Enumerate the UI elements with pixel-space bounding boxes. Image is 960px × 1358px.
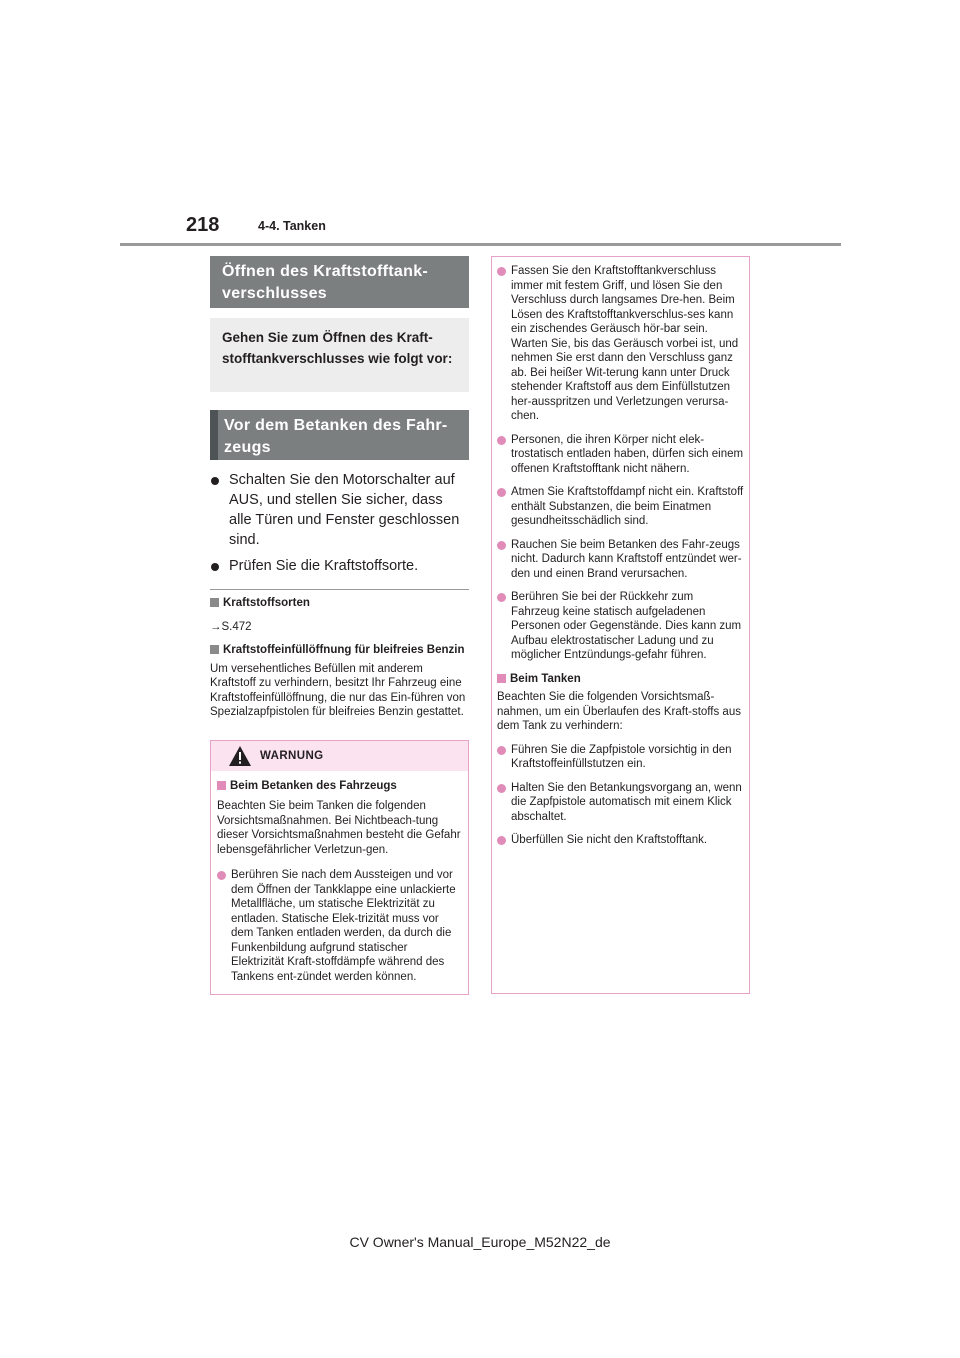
subheading-text: Kraftstoffsorten	[223, 597, 310, 609]
bullet-dot-icon	[497, 267, 506, 276]
section-title: 4-4. Tanken	[258, 219, 326, 233]
page-number: 218	[186, 214, 220, 236]
warning-body	[211, 771, 468, 995]
list-item	[497, 590, 744, 663]
bullet-dot-icon	[211, 563, 219, 571]
list-item-text: Personen, die ihren Körper nicht elek-trostatisch entladen haben, dürfen sich einem offenen Kraftstofftank nicht nähern.	[511, 433, 744, 475]
divider	[210, 589, 469, 590]
list-item	[497, 538, 744, 582]
subheading-fuel-inlet	[210, 643, 469, 658]
list-item-text: Fassen Sie den Kraftstofftankverschluss immer mit festem Griff, und lösen Sie den Verschluss durch langsames Dre-hen. Beim Lösen des Kraftstofftankverschlus-ses kann ein zischendes Geräusch hör-bar sein. Warten Sie, bis das Geräusch vorbei ist, und nehmen Sie erst dann den Verschluss ganz ab. Bei heißer Wit-terung kann unter Druck stehender Kraftstoff aus dem Einfüllstutzen her-ausspritzen und Verletzungen verursa-chen.	[511, 265, 739, 422]
subheading-fuel-types	[210, 596, 469, 611]
warning-box	[210, 740, 469, 996]
list-item	[497, 485, 744, 529]
list-item-text: Halten Sie den Betankungsvorgang an, wenn die Zapfpistole automatisch mit einem Klick abschaltet.	[511, 781, 742, 823]
bullet-list	[210, 470, 469, 576]
list-item-text: Berühren Sie nach dem Aussteigen und vor dem Öffnen der Tankklappe eine unlackierte Metallfläche, um statische Elektrizität zu entladen. Statische Elek-trizität muss vor dem Tanken entladen werden, da durch die Funkenbildung aufgrund statischer Elektrizität Kraft-stoffdämpfe während des Tankens ent-zündet werden können.	[231, 869, 456, 983]
paragraph: Beachten Sie beim Tanken die folgenden Vorsichtsmaßnahmen. Bei Nichtbeach-tung dieser Vorsichtsmaßnahmen besteht die Gefahr lebensgefährlicher Verletzun-gen.	[217, 800, 461, 856]
right-column	[491, 256, 750, 994]
subheading-text: Beim Tanken	[510, 672, 581, 685]
paragraph: Beachten Sie die folgenden Vorsichtsmaß-nahmen, um ein Überlaufen des Kraft-stoffs aus dem Tank zu verhindern:	[497, 691, 741, 732]
square-bullet-icon	[497, 674, 506, 683]
list-item	[217, 868, 462, 984]
bullet-dot-icon	[497, 784, 506, 793]
warning-triangle-icon	[228, 745, 252, 767]
bullet-dot-icon	[497, 593, 506, 602]
warning-subheading	[217, 779, 462, 794]
bullet-dot-icon	[217, 871, 226, 880]
square-bullet-icon	[210, 598, 219, 607]
subheading-text: Beim Betanken des Fahrzeugs	[230, 779, 397, 792]
list-item	[497, 781, 744, 825]
list-item	[497, 433, 744, 477]
paragraph: Um versehentliches Befüllen mit anderem Kraftstoff zu verhindern, besitzt Ihr Fahrzeug eine Kraftstoffeinfüllöffnung, die nur das Ein-führen von Spezialzapfpistolen für bleifreies Benzin gestattet.	[210, 662, 466, 718]
section-heading-opening: Öffnen des Kraftstofftank-verschlusses	[210, 256, 469, 308]
bullet-dot-icon	[497, 746, 506, 755]
warning-header	[211, 741, 468, 771]
square-bullet-icon	[210, 645, 219, 654]
list-item-text: Schalten Sie den Motorschalter auf AUS, und stellen Sie sicher, dass alle Türen und Fenster geschlossen sind.	[229, 472, 460, 548]
warning-continuation-box	[491, 256, 750, 994]
list-item-text: Berühren Sie bei der Rückkehr zum Fahrzeug keine statisch aufgeladenen Personen oder Gegenstände. Dies kann zum Aufbau elektrostatischer Ladung und zu möglicher Entzündungs-gefahr führen.	[511, 591, 742, 661]
list-item-text: Überfüllen Sie nicht den Kraftstofftank.	[511, 834, 708, 846]
page-footer: CV Owner's Manual_Europe_M52N22_de	[349, 1234, 611, 1250]
subheading-refueling	[497, 672, 744, 687]
section-heading-before-refuel: Vor dem Betanken des Fahr-zeugs	[210, 410, 469, 460]
list-item-text: Führen Sie die Zapfpistole vorsichtig in den Kraftstoffeinfüllstutzen ein.	[511, 743, 732, 770]
list-item	[497, 264, 744, 424]
bullet-dot-icon	[497, 488, 506, 497]
header-divider	[120, 243, 841, 246]
list-item	[210, 556, 469, 576]
bullet-dot-icon	[497, 436, 506, 445]
bullet-dot-icon	[211, 477, 219, 485]
subheading-text: Kraftstoffeinfüllöffnung für bleifreies Benzin	[223, 644, 465, 656]
page-reference-link[interactable]: →S.472	[210, 620, 252, 633]
left-column	[210, 256, 469, 995]
bullet-dot-icon	[497, 541, 506, 550]
list-item-text: Atmen Sie Kraftstoffdampf nicht ein. Kraftstoff enthält Substanzen, die beim Einatmen gesundheitsschädlich sind.	[511, 486, 744, 527]
square-bullet-icon	[217, 781, 226, 790]
list-item	[497, 743, 744, 772]
warning-label: WARNUNG	[260, 749, 324, 762]
intro-box: Gehen Sie zum Öffnen des Kraft-stofftankverschlusses wie folgt vor:	[210, 318, 469, 392]
list-item	[210, 470, 469, 550]
list-item-text: Prüfen Sie die Kraftstoffsorte.	[229, 558, 419, 574]
bullet-dot-icon	[497, 836, 506, 845]
list-item-text: Rauchen Sie beim Betanken des Fahr-zeugs nicht. Dadurch kann Kraftstoff entzündet wer-den und einen Brand verursachen.	[511, 538, 742, 580]
list-item	[497, 833, 744, 848]
